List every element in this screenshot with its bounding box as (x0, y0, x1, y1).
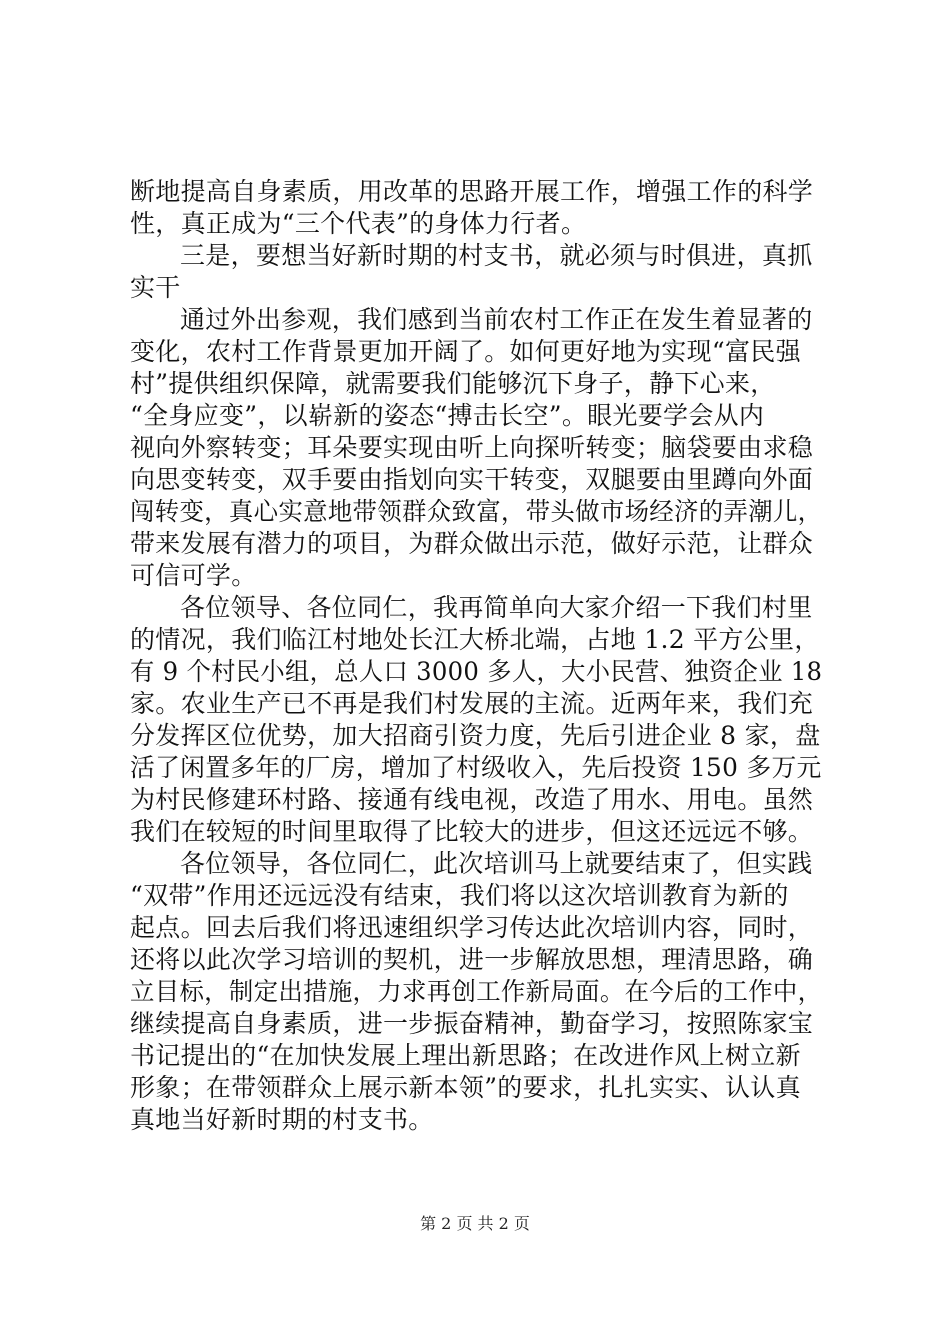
text-line: 通过外出参观，我们感到当前农村工作正在发生着显著的 (180, 305, 813, 334)
text-line: 村”提供组织保障，就需要我们能够沉下身子，静下心来， (130, 369, 776, 398)
page-number-footer: 第 2 页 共 2 页 (420, 1214, 530, 1233)
text-line: 真地当好新时期的村支书。 (130, 1105, 434, 1134)
text-line: 各位领导，各位同仁，此次培训马上就要结束了，但实践 (180, 849, 813, 878)
text-line: 分发挥区位优势，加大招商引资力度，先后引进企业 8 家，盘 (130, 721, 821, 750)
text-line: 还将以此次学习培训的契机，进一步解放思想，理清思路，确 (130, 945, 814, 974)
text-line: 的情况，我们临江村地处长江大桥北端，占地 1.2 平方公里， (130, 625, 820, 654)
text-line: 家。农业生产已不再是我们村发展的主流。近两年来，我们充 (130, 689, 814, 718)
text-line: 为村民修建环村路、接通有线电视，改造了用水、用电。虽然 (130, 785, 814, 814)
text-line: 各位领导、各位同仁，我再简单向大家介绍一下我们村里 (180, 593, 813, 622)
text-line: 形象；在带领群众上展示新本领”的要求，扎扎实实、认认真 (130, 1073, 801, 1102)
text-line: 三是，要想当好新时期的村支书，就必须与时俱进，真抓 (180, 241, 813, 270)
text-line: 带来发展有潜力的项目，为群众做出示范，做好示范，让群众 (130, 529, 814, 558)
text-line: 实干 (130, 273, 181, 302)
text-line: 断地提高自身素质，用改革的思路开展工作，增强工作的科学 (130, 177, 814, 206)
text-line: 变化，农村工作背景更加开阔了。如何更好地为实现“富民强 (130, 337, 801, 366)
text-line: 书记提出的“在加快发展上理出新思路；在改进作风上树立新 (130, 1041, 801, 1070)
text-line: 向思变转变，双手要由指划向实干转变，双腿要由里蹲向外面 (130, 465, 814, 494)
text-line: 活了闲置多年的厂房，增加了村级收入，先后投资 150 多万元 (130, 753, 822, 782)
text-line: 闯转变，真心实意地带领群众致富，带头做市场经济的弄潮儿， (130, 497, 823, 526)
text-line: 我们在较短的时间里取得了比较大的进步，但这还远远不够。 (130, 817, 814, 846)
text-line: “全身应变”，以崭新的姿态“搏击长空”。眼光要学会从内 (130, 401, 765, 430)
text-line: 性，真正成为“三个代表”的身体力行者。 (130, 209, 587, 238)
text-line: 起点。回去后我们将迅速组织学习传达此次培训内容，同时， (130, 913, 814, 942)
text-line: 继续提高自身素质，进一步振奋精神，勤奋学习，按照陈家宝 (130, 1009, 814, 1038)
text-line: 可信可学。 (130, 561, 257, 590)
text-line: 有 9 个村民小组，总人口 3000 多人，大小民营、独资企业 18 (130, 657, 823, 686)
text-line: 立目标，制定出措施，力求再创工作新局面。在今后的工作中， (130, 977, 823, 1006)
text-line: 视向外察转变；耳朵要实现由听上向探听转变；脑袋要由求稳 (130, 433, 814, 462)
text-line: “双带”作用还远远没有结束，我们将以这次培训教育为新的 (130, 881, 789, 910)
